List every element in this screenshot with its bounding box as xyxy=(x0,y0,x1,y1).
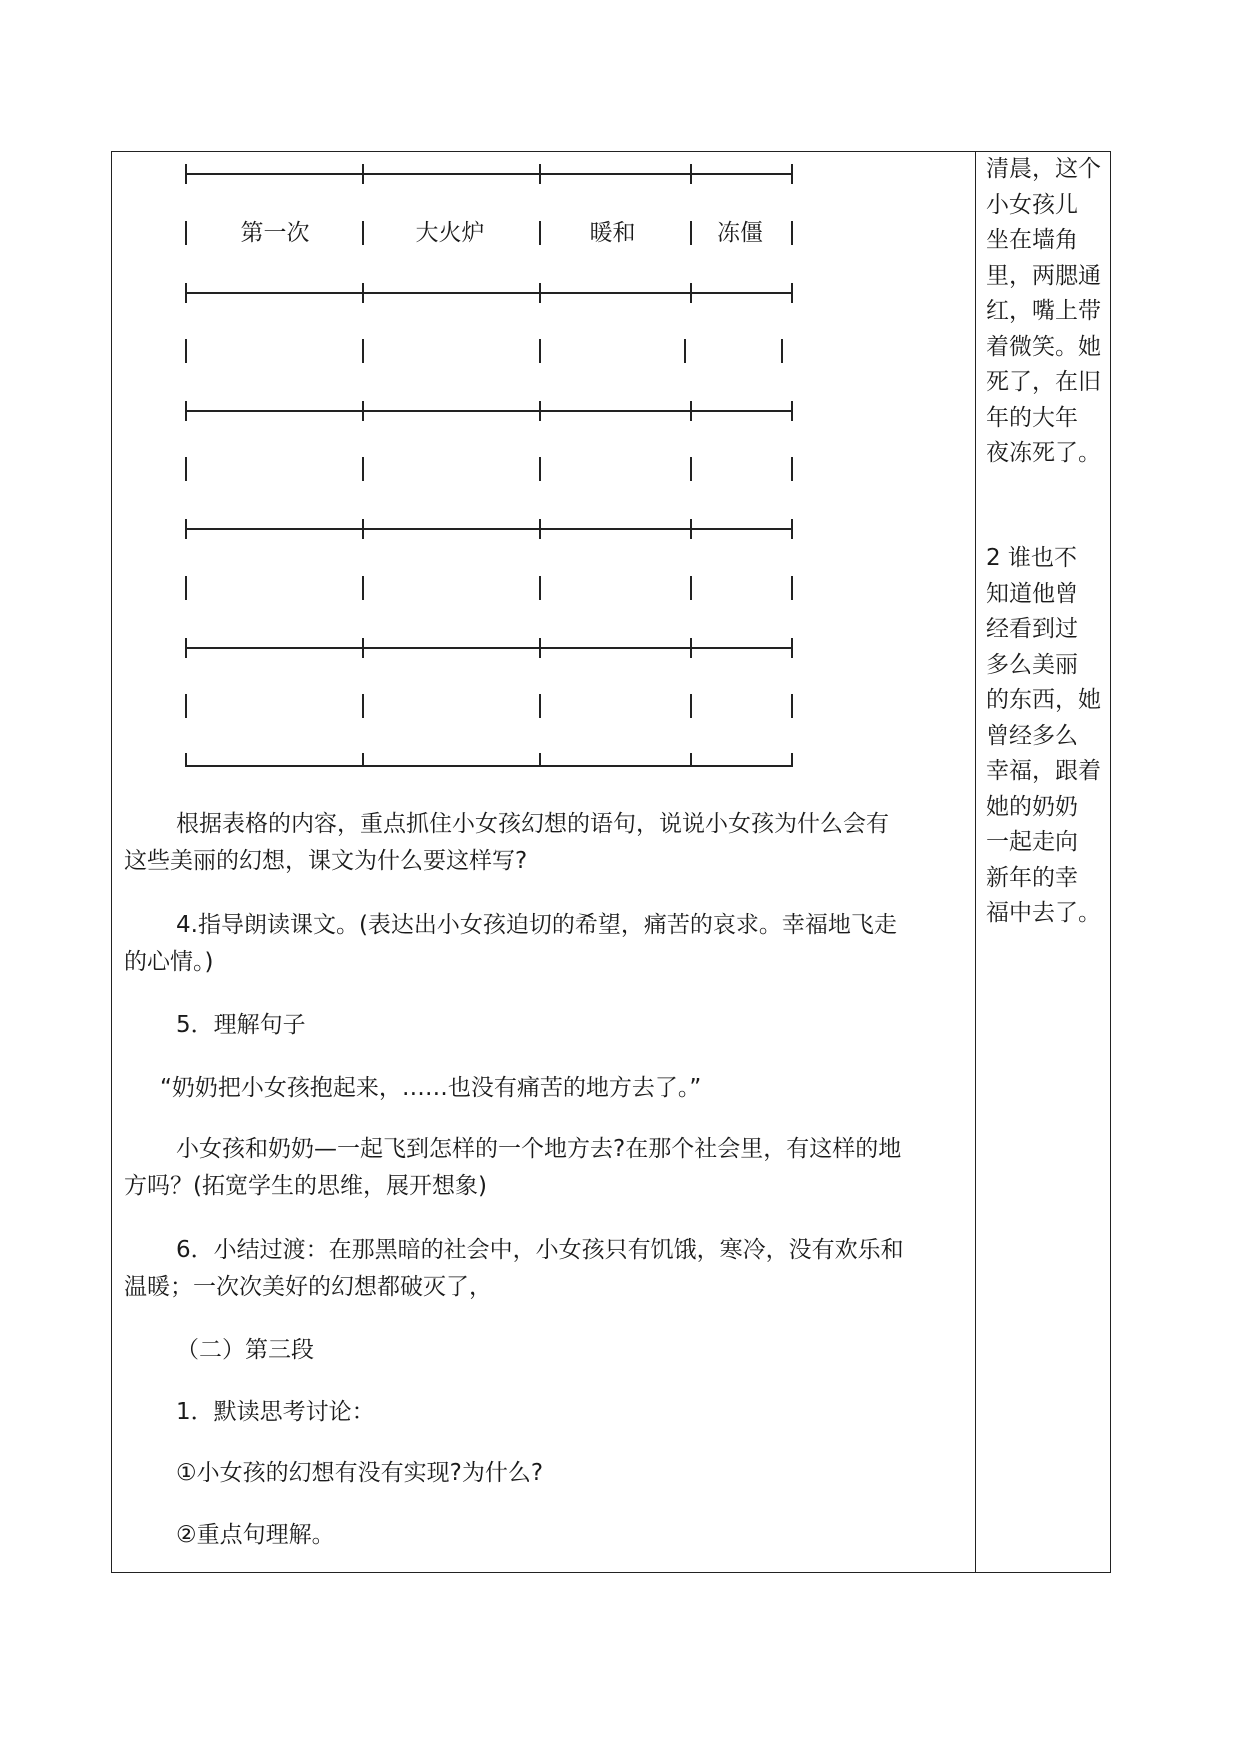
table-junction xyxy=(362,753,364,767)
table-junction xyxy=(690,519,692,539)
table-junction xyxy=(362,164,364,184)
table-junction xyxy=(539,283,541,303)
table-cell-bar xyxy=(185,457,187,481)
table-cell-bar xyxy=(690,457,692,481)
table-cell-bar xyxy=(791,221,793,245)
paragraph-understand-sentence xyxy=(124,1007,964,1044)
text-line: 6．小结过渡：在那黑暗的社会中，小女孩只有饥饿，寒冷，没有欢乐和 xyxy=(176,1237,904,1263)
table-cell-bar xyxy=(185,694,187,718)
paragraph-reading-guide xyxy=(124,907,964,981)
table-junction xyxy=(185,164,187,184)
table-junction xyxy=(362,283,364,303)
table-junction xyxy=(791,401,793,421)
table-cell-bar xyxy=(362,576,364,600)
table-junction xyxy=(539,401,541,421)
side-line: 福中去了。 xyxy=(986,900,1101,926)
table-junction xyxy=(362,638,364,658)
table-cell-bar xyxy=(684,339,686,363)
section-heading xyxy=(124,1332,964,1369)
table-header-cell: 大火炉 xyxy=(415,220,485,246)
side-line: 新年的幸 xyxy=(986,864,1078,891)
side-line: 幸福，跟着 xyxy=(986,758,1101,784)
table-cell-bar xyxy=(362,457,364,481)
table-junction xyxy=(791,283,793,303)
side-note-2 xyxy=(986,541,1104,932)
side-line: 一起走向 xyxy=(986,829,1078,855)
paragraph-quote xyxy=(124,1070,964,1107)
side-line: 年的大年 xyxy=(986,404,1078,431)
side-line: 知道他曾 xyxy=(986,580,1078,607)
side-line: 红，嘴上带 xyxy=(986,298,1101,324)
table-cell-bar xyxy=(539,221,541,245)
side-line: 死了，在旧 xyxy=(986,369,1101,395)
column-divider xyxy=(975,151,976,1573)
table-junction xyxy=(185,401,187,421)
table-rule xyxy=(185,292,792,294)
table-junction xyxy=(539,164,541,184)
paragraph-silent-reading xyxy=(124,1394,964,1431)
table-cell-bar xyxy=(362,694,364,718)
table-cell-bar xyxy=(791,576,793,600)
text-line: 温暖；一次次美好的幻想都破灭了， xyxy=(124,1274,492,1300)
paragraph-summary xyxy=(124,1232,964,1306)
text-line: “奶奶把小女孩抱起来，……也没有痛苦的地方去了。” xyxy=(160,1075,702,1101)
text-line: 方吗？(拓宽学生的思维，展开想象) xyxy=(124,1173,487,1199)
table-rule xyxy=(185,410,792,412)
table-junction xyxy=(791,753,793,767)
text-line: 5．理解句子 xyxy=(176,1012,306,1038)
side-line: 她的奶奶 xyxy=(986,793,1078,820)
table-cell-bar xyxy=(539,339,541,363)
side-line: 里，两腮通 xyxy=(986,262,1101,289)
paragraph-table-question xyxy=(124,806,964,880)
side-line: 的东西，她 xyxy=(986,687,1101,713)
table-cell-bar xyxy=(539,694,541,718)
table-junction xyxy=(791,638,793,658)
table-cell-bar xyxy=(791,457,793,481)
side-line: 清晨，这个 xyxy=(986,156,1101,182)
table-rule xyxy=(185,528,792,530)
table-cell-bar xyxy=(539,457,541,481)
text-line: 1．默读思考讨论： xyxy=(176,1399,375,1425)
table-cell-bar xyxy=(185,339,187,363)
side-line: 多么美丽 xyxy=(986,651,1078,678)
table-cell-bar xyxy=(539,576,541,600)
table-junction xyxy=(362,401,364,421)
table-cell-bar xyxy=(781,339,783,363)
side-line: 坐在墙角 xyxy=(986,227,1078,253)
table-junction xyxy=(690,164,692,184)
table-junction xyxy=(185,283,187,303)
text-line: 小女孩和奶奶—一起飞到怎样的一个地方去?在那个社会里，有这样的地 xyxy=(176,1136,902,1162)
table-junction xyxy=(185,753,187,767)
paragraph-grandma-question xyxy=(124,1131,964,1205)
table-rule xyxy=(185,647,792,649)
table-header-cell: 暖和 xyxy=(589,220,636,246)
table-cell-bar xyxy=(185,576,187,600)
text-line: 这些美丽的幻想，课文为什么要这样写? xyxy=(124,848,528,874)
table-cell-bar xyxy=(791,694,793,718)
table-junction xyxy=(539,638,541,658)
table-cell-bar xyxy=(690,694,692,718)
side-line: 曾经多么 xyxy=(986,722,1078,749)
table-junction xyxy=(539,519,541,539)
table-cell-bar xyxy=(362,339,364,363)
table-rule xyxy=(185,173,792,175)
table-junction xyxy=(362,519,364,539)
table-header-cell: 冻僵 xyxy=(717,220,763,246)
table-junction xyxy=(539,753,541,767)
paragraph-question-2 xyxy=(124,1517,964,1554)
table-header-cell: 第一次 xyxy=(240,220,310,246)
side-line: 2 谁也不 xyxy=(986,545,1077,571)
text-line: ②重点句理解。 xyxy=(176,1522,335,1548)
table-junction xyxy=(791,519,793,539)
side-line: 小女孩儿 xyxy=(986,191,1078,218)
table-rule xyxy=(185,765,792,767)
table-cell-bar xyxy=(690,221,692,245)
paragraph-question-1 xyxy=(124,1455,964,1492)
table-junction xyxy=(690,638,692,658)
table-junction xyxy=(791,164,793,184)
table-junction xyxy=(690,753,692,767)
text-line: （二）第三段 xyxy=(176,1337,314,1363)
table-junction xyxy=(185,638,187,658)
side-note-1 xyxy=(986,152,1104,472)
table-junction xyxy=(690,401,692,421)
table-junction xyxy=(185,519,187,539)
table-cell-bar xyxy=(362,221,364,245)
side-line: 经看到过 xyxy=(986,616,1078,642)
text-line: 根据表格的内容，重点抓住小女孩幻想的语句，说说小女孩为什么会有 xyxy=(176,811,889,837)
table-junction xyxy=(690,283,692,303)
side-line: 着微笑。她 xyxy=(986,333,1101,360)
text-line: 的心情。) xyxy=(124,949,214,975)
side-line: 夜冻死了。 xyxy=(986,440,1101,466)
table-cell-bar xyxy=(185,221,187,245)
text-line: ①小女孩的幻想有没有实现?为什么? xyxy=(176,1460,544,1486)
table-cell-bar xyxy=(690,576,692,600)
text-line: 4.指导朗读课文。(表达出小女孩迫切的希望，痛苦的哀求。幸福地飞走 xyxy=(176,912,897,938)
